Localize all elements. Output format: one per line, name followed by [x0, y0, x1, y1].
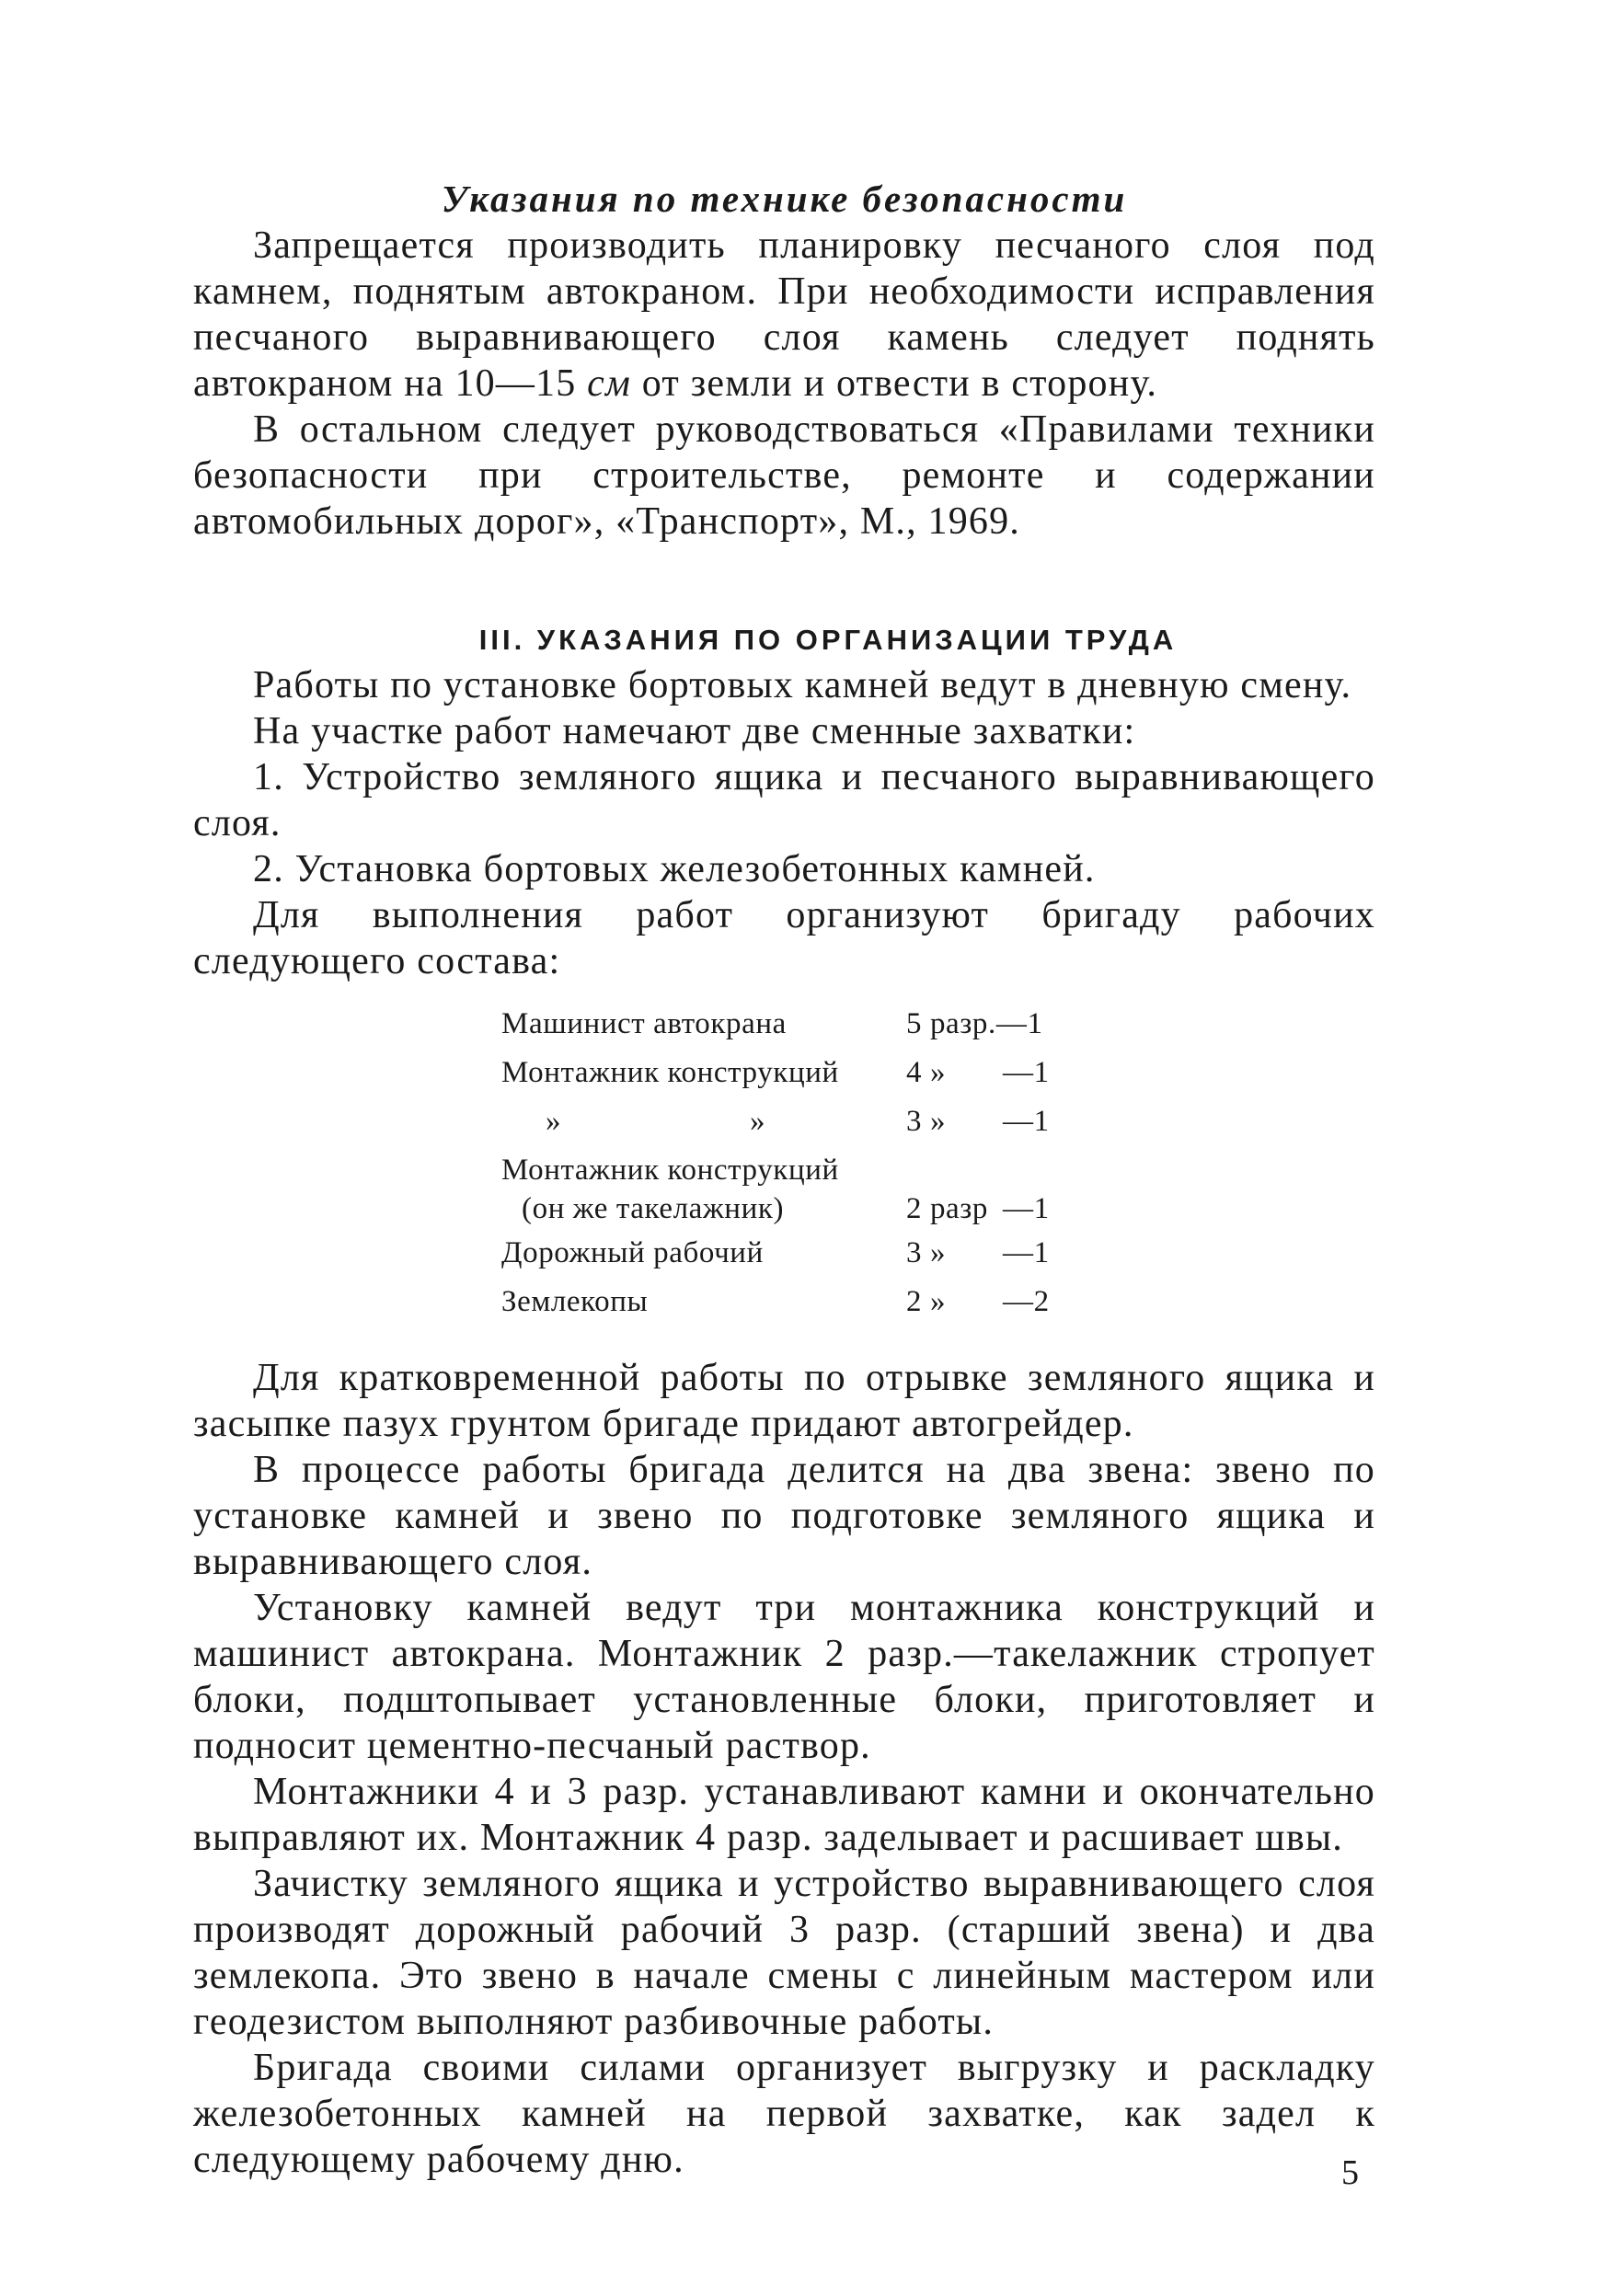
page-number: 5 — [1341, 2153, 1359, 2192]
crew-grade: 2 » — [906, 1285, 947, 1318]
labor-paragraph-5: Для выполнения работ организуют бригаду рабочих следующего состава: — [193, 894, 1375, 982]
safety-paragraph-1 — [193, 223, 1375, 407]
crew-role: Дорожный рабочий — [501, 1236, 764, 1269]
labor-paragraph-8: Установку камней ведут три монтажника конструкций и машинист автокрана. Монтажник 2 разр.—такелажник стропует блоки, подштопывает установленные блоки, приготовляет и подносит цементно-песчаный раствор. — [193, 1587, 1375, 1767]
crew-count: —1 — [1003, 1056, 1050, 1089]
safety-paragraph-2: В остальном следует руководствоваться «Правилами техники безопасности при строительстве, ремонте и содержании автомобильных дорог», «Транспорт», М., 1969. — [193, 408, 1375, 543]
crew-grade: 2 разр — [906, 1192, 989, 1225]
crew-role: Монтажник конструкций — [501, 1056, 839, 1089]
labor-paragraph-1: Работы по установке бортовых камней ведут в дневную смену. — [253, 664, 1352, 706]
crew-count: —2 — [1003, 1285, 1050, 1318]
crew-grade: 4 » — [906, 1056, 947, 1089]
page-body — [193, 175, 1375, 2183]
crew-role-ditto: » — [750, 1105, 766, 1138]
labor-paragraph-3: 1. Устройство земляного ящика и песчаного выравнивающего слоя. — [193, 756, 1375, 844]
labor-paragraph-7: В процессе работы бригада делится на два звена: звено по установке камней и звено по подготовке земляного ящика и выравнивающего слоя. — [193, 1449, 1375, 1583]
crew-row — [501, 1151, 1072, 1234]
safety-paragraph-1-tail: от земли и отвести в сторону. — [641, 362, 1158, 405]
crew-role — [501, 1151, 839, 1228]
crew-row — [501, 1102, 1072, 1151]
crew-role: Машинист автокрана — [501, 1007, 787, 1040]
labor-paragraph-2: На участке работ намечают две сменные захватки: — [253, 710, 1136, 752]
labor-paragraph-6: Для кратковременной работы по отрывке земляного ящика и засыпке пазух грунтом бригаде придают автогрейдер. — [193, 1357, 1375, 1445]
crew-grade: 5 разр.—1 — [906, 1007, 1043, 1040]
labor-paragraph-10: Зачистку земляного ящика и устройство выравнивающего слоя производят дорожный рабочий 3 разр. (старший звена) и два землекопа. Это звено в начале смены с линейным мастером или геодезистом выполняют разбивочные работы. — [193, 1863, 1375, 2043]
safety-section-title: Указания по технике безопасности — [441, 178, 1128, 220]
crew-role-line2: (он же такелажник) — [522, 1192, 785, 1225]
crew-grade: 3 » — [906, 1105, 947, 1138]
crew-row — [501, 1004, 1072, 1053]
crew-count: —1 — [1003, 1192, 1050, 1225]
crew-row — [501, 1053, 1072, 1102]
safety-paragraph-1-text: Запрещается производить планировку песчаного слоя под камнем, поднятым автокраном. При необходимости исправления песчаного выравнивающего слоя камень следует поднять автокраном на 10—15 — [193, 224, 1375, 405]
chapter-title: III. УКАЗАНИЯ ПО ОРГАНИЗАЦИИ ТРУДА — [478, 624, 1178, 656]
crew-count: —1 — [1003, 1236, 1050, 1269]
labor-paragraph-4: 2. Установка бортовых железобетонных камней. — [253, 848, 1096, 890]
labor-paragraph-9: Монтажники 4 и 3 разр. устанавливают камни и окончательно выправляют их. Монтажник 4 разр. заделывает и расшивает швы. — [193, 1771, 1375, 1859]
unit-cm: см — [587, 362, 632, 405]
crew-count: —1 — [1003, 1105, 1050, 1138]
crew-role: Землекопы — [501, 1285, 649, 1318]
labor-paragraph-11: Бригада своими силами организует выгрузку и раскладку железобетонных камней на первой захватке, как задел к следующему рабочему дню. — [193, 2047, 1375, 2181]
crew-row — [501, 1282, 1072, 1331]
crew-role-ditto: » — [546, 1105, 562, 1138]
crew-role-line1: Монтажник конструкций — [501, 1154, 839, 1187]
crew-row — [501, 1234, 1072, 1282]
crew-grade: 3 » — [906, 1236, 947, 1269]
crew-table — [501, 1004, 1072, 1331]
